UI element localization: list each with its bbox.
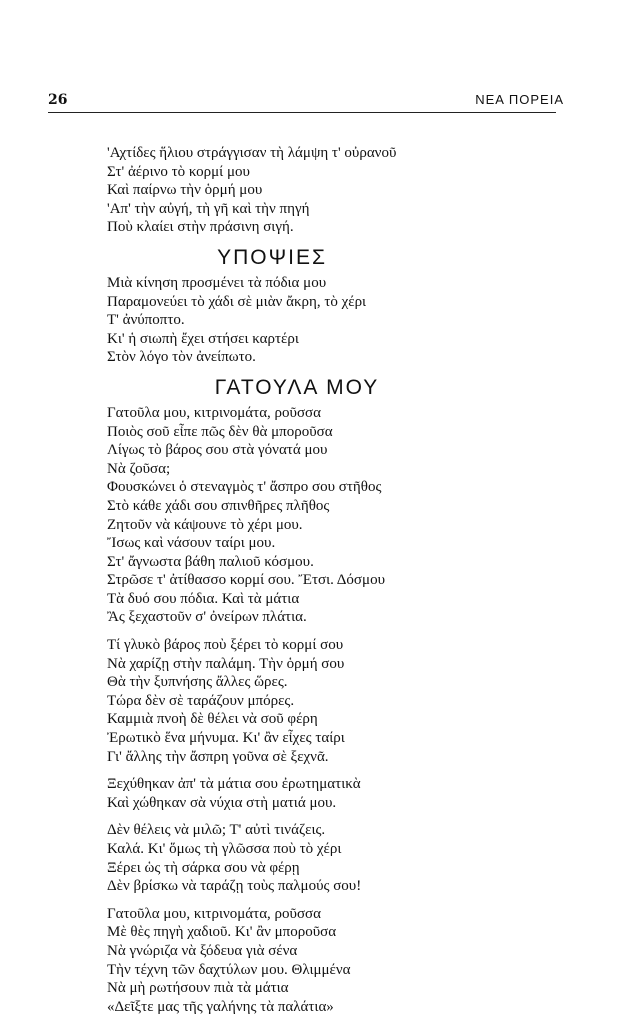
poem-stanza [107,274,487,367]
verse-line: Ἂς ξεχαστοῦν σ' ὀνείρων πλάτια. [107,609,307,626]
poem-stanza [107,905,487,1017]
verse-line: Φουσκώνει ὁ στεναγμὸς τ' ἄσπρο σου στῆθος [107,479,382,496]
verse-line: Καὶ παίρνω τὴν ὁρμή μου [107,182,263,199]
verse-line: Καλά. Κι' ὅμως τὴ γλῶσσα ποὺ τὸ χέρι [107,841,342,857]
verse-line: 'Αχτίδες ἥλιου στράγγισαν τὴ λάμψη τ' οὐρανοῦ [107,145,397,161]
verse-line: Νὰ γνώριζα νὰ ξόδευα γιὰ σένα [107,942,298,959]
verse-line: Ζητοῦν νὰ κάψουνε τὸ χέρι μου. [107,516,303,533]
verse-line: Παραμονεύει τὸ χάδι σὲ μιὰν ἄκρη, τὸ χέρι [107,293,367,310]
verse-line: «Δεῖξτε μας τῆς γαλήνης τὰ παλάτια» [107,998,334,1015]
running-title: ΝΕΑ ΠΟΡΕΙΑ [475,92,564,107]
poem-stanza [107,404,487,627]
poem-stanza [107,636,487,766]
header-rule [48,112,556,113]
page-body [107,144,487,1025]
verse-line: Μὲ θὲς πηγὴ χαδιοῦ. Κι' ἂν μποροῦσα [107,924,337,941]
verse-line: Ἐρωτικὸ ἕνα μήνυμα. Κι' ἂν εἶχες ταίρι [107,730,345,747]
poem-title: ΓΑΤΟΥΛΑ ΜΟΥ [214,375,380,399]
verse-line: Τώρα δὲν σὲ ταράζουν μπόρες. [107,692,295,709]
verse-line: Λίγως τὸ βάρος σου στὰ γόνατά μου [107,442,328,459]
poem-stanza [107,775,487,812]
verse-line: Γατοῦλα μου, κιτρινομάτα, ροῦσσα [107,404,321,421]
verse-line: Νὰ χαρίζῃ στὴν παλάμη. Τὴν ὁρμή σου [107,655,345,672]
verse-line: Τὰ δυό σου πόδια. Καὶ τὰ μάτια [107,590,300,607]
page-header [48,86,564,114]
verse-line: Νὰ ζοῦσα; [107,460,171,477]
verse-line: Γατοῦλα μου, κιτρινομάτα, ροῦσσα [107,905,321,922]
verse-line: Δὲν βρίσκω νὰ ταράζῃ τοὺς παλμούς σου! [107,878,362,895]
verse-line: Στ' ἀέρινο τὸ κορμί μου [107,163,250,180]
verse-line: Δὲν θέλεις νὰ μιλῶ; Τ' αὐτὶ τινάζεις. [107,822,326,839]
verse-line: Ξέρει ὡς τὴ σάρκα σου νὰ φέρῃ [107,859,300,876]
verse-line: Καμμιὰ πνοὴ δὲ θέλει νὰ σοῦ φέρη [107,711,318,728]
verse-line: Στὸν λόγο τὸν ἀνείπωτο. [107,349,256,366]
poem-title: ΥΠΟΨΙΕΣ [217,245,327,269]
verse-line: 'Απ' τὴν αὐγή, τὴ γῆ καὶ τὴν πηγή [107,200,310,217]
verse-line: Στρῶσε τ' ἀτίθασσο κορμί σου. Ἔτσι. Δόσμου [107,572,385,589]
verse-line: Ποὺ κλαίει στὴν πράσινη σιγή. [107,219,294,236]
verse-line: Ποιὸς σοῦ εἶπε πῶς δὲν θὰ μποροῦσα [107,423,333,440]
verse-line: Ἴσως καὶ νάσουν ταίρι μου. [107,535,276,552]
verse-line: Θὰ τὴν ξυπνήσης ἄλλες ὥρες. [107,674,288,691]
verse-line: Στ' ἄγνωστα βάθη παλιοῦ κόσμου. [107,553,314,570]
verse-line: Στὸ κάθε χάδι σου σπινθῆρες πλῆθος [107,497,330,514]
verse-line: Τί γλυκὸ βάρος ποὺ ξέρει τὸ κορμί σου [107,637,344,654]
verse-line: Νὰ μὴ ρωτήσουν πιὰ τὰ μάτια [107,980,289,997]
verse-line: Ξεχύθηκαν ἀπ' τὰ μάτια σου ἐρωτηματικὰ [107,776,361,793]
verse-line: Τ' ἀνύποπτο. [107,312,185,329]
verse-line: Καὶ χώθηκαν σὰ νύχια στὴ ματιά μου. [107,794,337,811]
verse-line: Τὴν τέχνη τῶν δαχτύλων μου. Θλιμμένα [107,961,351,978]
verse-line: Μιὰ κίνηση προσμένει τὰ πόδια μου [107,274,327,291]
verse-line: Γι' ἄλλης τὴν ἄσπρη γοῦνα σὲ ξεχνᾶ. [107,748,329,765]
verse-line: Κι' ἡ σιωπὴ ἔχει στήσει καρτέρι [107,330,299,347]
opening-stanza [107,144,487,237]
page-number: 26 [48,92,68,108]
poem-stanza [107,821,487,895]
